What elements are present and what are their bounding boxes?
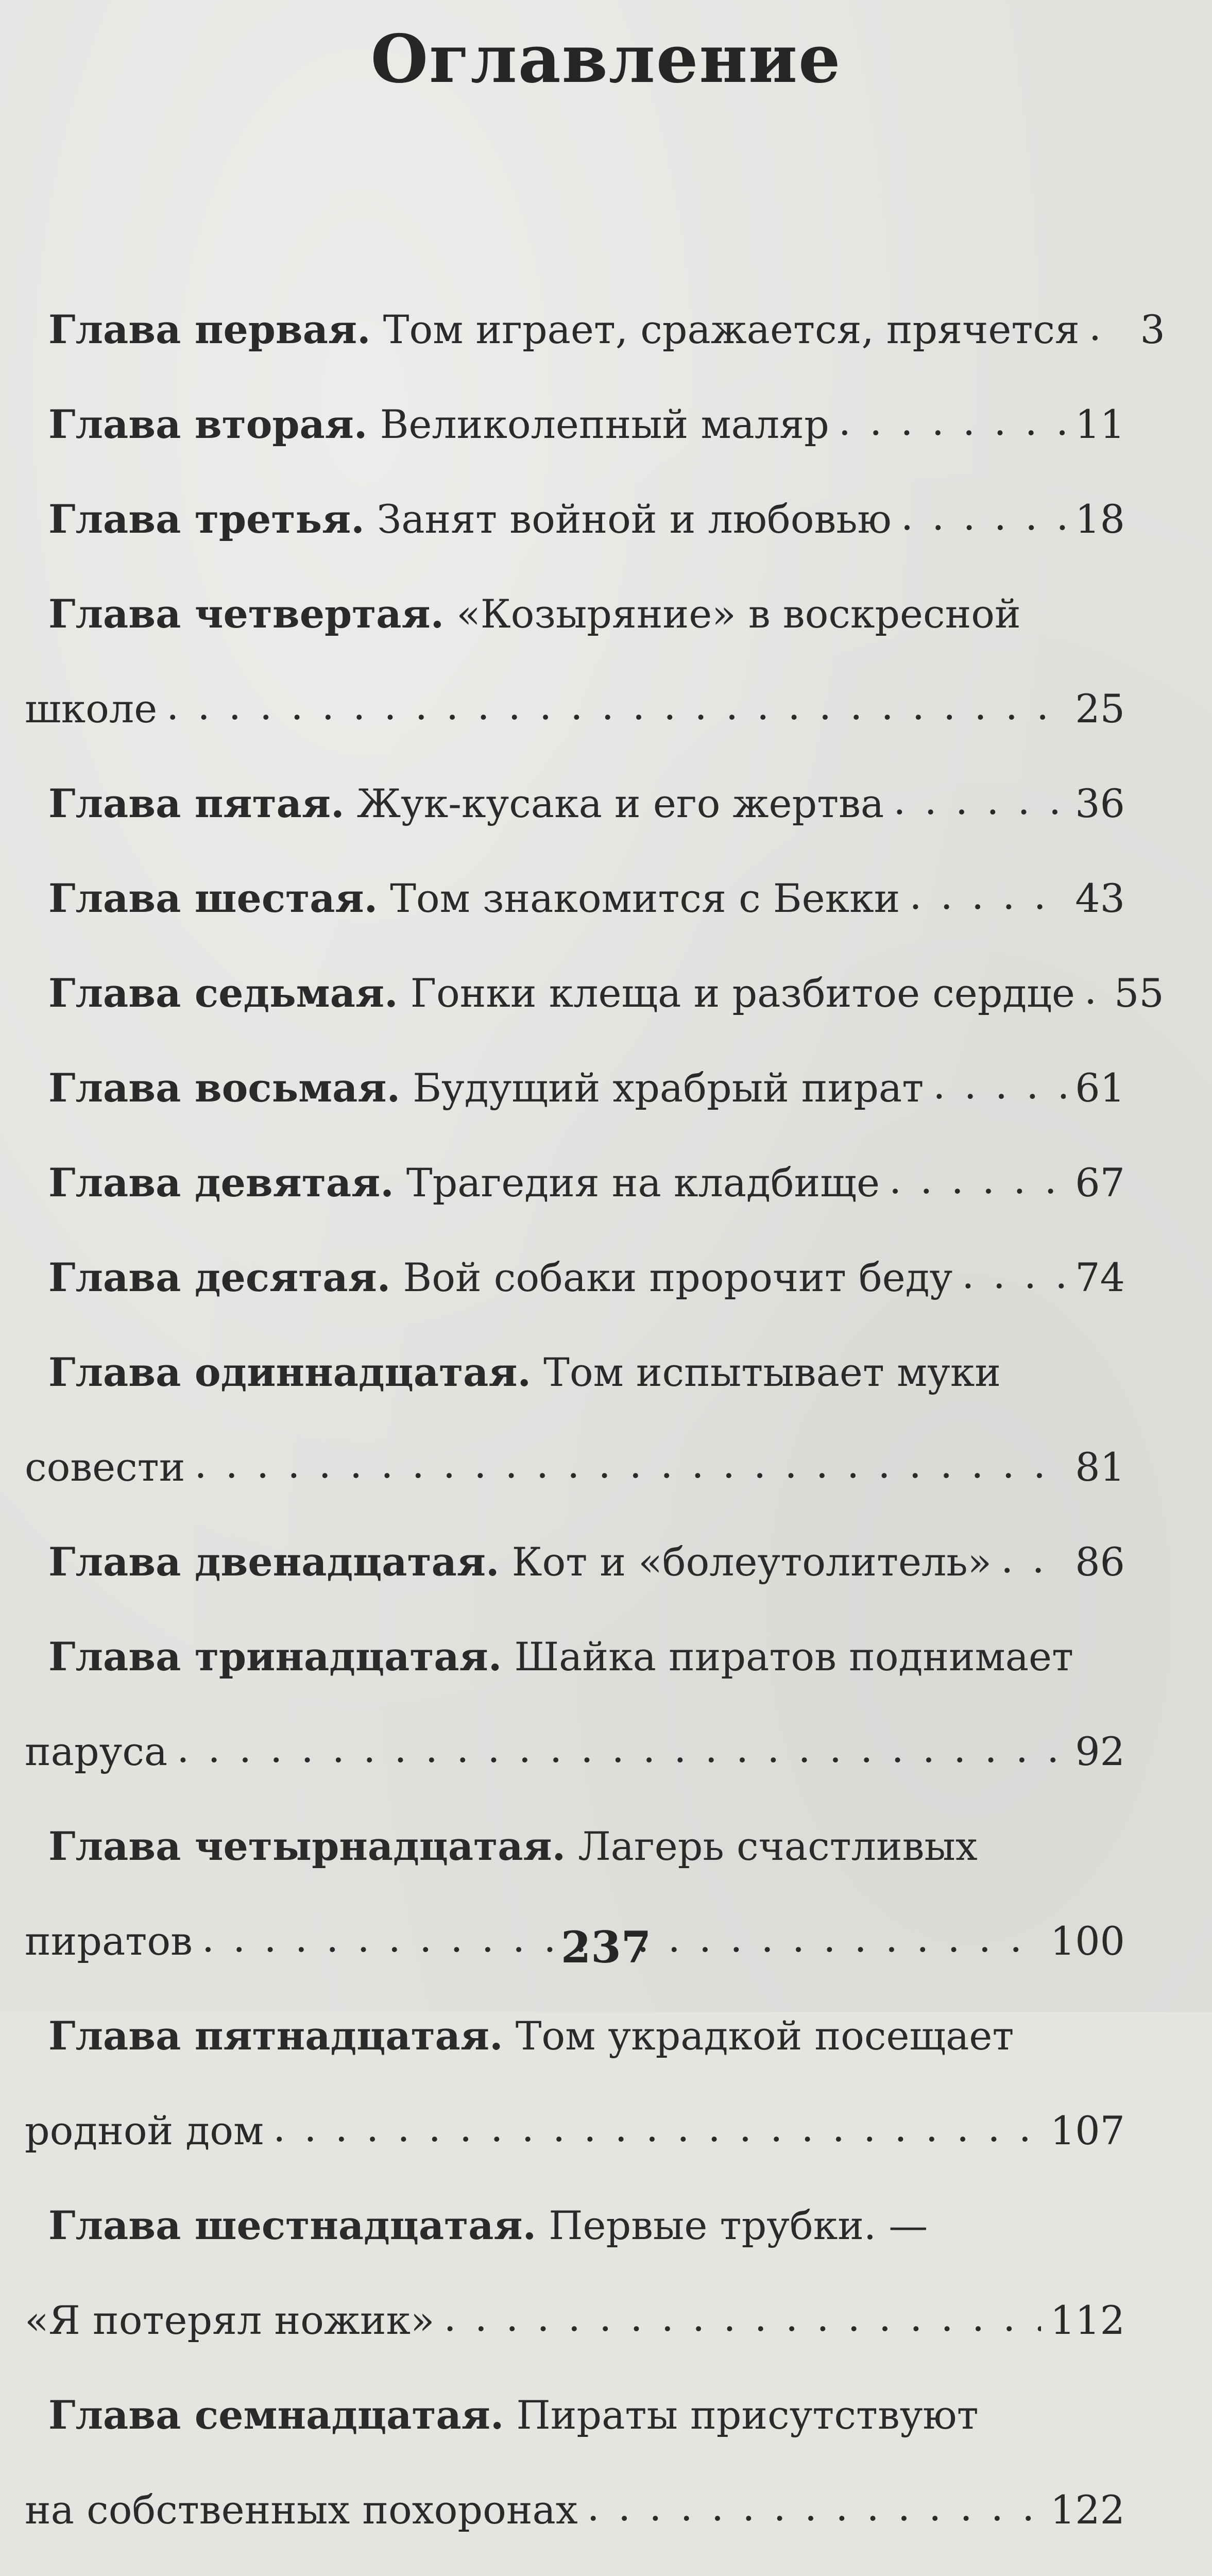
toc-entry: [25, 268, 1165, 363]
toc-entry-text: [48, 781, 884, 826]
toc-entry-text: [25, 2108, 264, 2154]
toc-entry: [25, 2353, 1125, 2448]
toc-entry: [25, 1311, 1125, 1405]
toc-entry-continuation: [25, 2259, 1125, 2353]
toc-entry: [25, 837, 1125, 931]
toc-page-number: 3: [1140, 307, 1165, 352]
toc-entry-text: [48, 307, 1080, 352]
chapter-title: Том знакомится с Бекки: [378, 875, 900, 921]
chapter-heading: Глава двенадцатая.: [48, 1539, 500, 1585]
toc-page-number: 86: [1075, 1539, 1125, 1585]
dot-leader: [443, 2298, 1040, 2337]
dot-leader: [909, 876, 1066, 915]
chapter-heading: Глава первая.: [48, 307, 371, 352]
toc-entry-text: [48, 875, 900, 921]
toc-entry-continuation: [25, 1405, 1125, 1500]
toc-page-number: 67: [1075, 1160, 1125, 1206]
chapter-heading: Глава одиннадцатая.: [48, 1349, 532, 1395]
toc-entry: [25, 1121, 1125, 1216]
toc-entry-text: [25, 686, 158, 732]
toc-page-number: 122: [1050, 2487, 1125, 2533]
chapter-title: на собственных похоронах: [25, 2487, 578, 2533]
toc-entry: [25, 742, 1125, 837]
chapter-heading: Глава пятая.: [48, 781, 345, 826]
toc-page-number: 112: [1050, 2297, 1125, 2343]
chapter-heading: Глава шестнадцатая.: [48, 2202, 537, 2248]
dot-leader: [273, 2108, 1041, 2147]
toc-entry: [25, 1216, 1125, 1311]
chapter-heading: Глава третья.: [48, 496, 365, 542]
toc-entry-text: [48, 401, 829, 447]
toc-entry: [25, 1026, 1125, 1121]
page-title: Оглавление: [370, 21, 842, 98]
chapter-title: Великолепный маляр: [367, 401, 829, 447]
toc-entry-continuation: [25, 2448, 1125, 2543]
page-number: 237: [560, 1922, 652, 1973]
toc-page-number: 18: [1075, 496, 1125, 542]
toc-entry-continuation: [25, 2069, 1125, 2164]
chapter-heading: Глава семнадцатая.: [48, 2392, 504, 2438]
chapter-title: «Я потерял ножик»: [25, 2297, 435, 2343]
chapter-title: Лагерь счастливых: [566, 1823, 978, 1869]
dot-leader: [166, 686, 1066, 725]
toc-entry-text: [48, 591, 1021, 637]
chapter-heading: Глава четвертая.: [48, 591, 445, 637]
toc-entry: [25, 2164, 1125, 2259]
toc-page-number: 107: [1050, 2108, 1125, 2154]
toc-entry-text: [48, 1823, 978, 1869]
toc-entry: [25, 363, 1125, 457]
toc-entry-text: [48, 970, 1076, 1016]
toc-entry-text: [48, 2013, 1014, 2059]
toc-entry: [25, 457, 1125, 552]
toc-page-number: 74: [1075, 1255, 1125, 1300]
toc-page-number: 61: [1075, 1065, 1125, 1111]
chapter-title: Пираты присутствуют: [504, 2392, 979, 2438]
chapter-heading: Глава восьмая.: [48, 1065, 401, 1111]
chapter-heading: Глава шестая.: [48, 875, 378, 921]
toc-page-number: 25: [1075, 686, 1125, 732]
dot-leader: [1001, 1539, 1066, 1579]
chapter-title: паруса: [25, 1728, 168, 1774]
chapter-title: Будущий храбрый пират: [400, 1065, 924, 1111]
toc-page-number: 11: [1075, 401, 1125, 447]
chapter-heading: Глава тринадцатая.: [48, 1634, 502, 1680]
toc-entry-text: [48, 1160, 880, 1206]
dot-leader: [194, 1445, 1066, 1484]
chapter-title: «Козыряние» в воскресной: [444, 591, 1021, 637]
chapter-title: пиратов: [25, 1918, 193, 1964]
toc-entry-text: [25, 2297, 435, 2343]
toc-entry-text: [48, 496, 892, 542]
toc-entry: [25, 552, 1125, 647]
toc-entry-text: [25, 1444, 185, 1490]
toc-page-number: 92: [1075, 1728, 1125, 1774]
dot-leader: [962, 1255, 1066, 1294]
chapter-heading: Глава седьмая.: [48, 970, 398, 1016]
dot-leader: [587, 2487, 1041, 2527]
toc-entry: [25, 1785, 1125, 1879]
toc-page-number: 100: [1050, 1918, 1125, 1964]
toc-entry-continuation: [25, 1690, 1125, 1785]
chapter-title: Том играет, сражается, прячется: [370, 307, 1080, 352]
toc-entry-text: [48, 1349, 1001, 1395]
chapter-heading: Глава десятая.: [48, 1255, 391, 1300]
toc-entry-text: [48, 1065, 924, 1111]
chapter-title: Том украдкой посещает: [503, 2013, 1014, 2059]
chapter-title: Занят войной и любовью: [364, 496, 892, 542]
chapter-title: совести: [25, 1444, 185, 1490]
toc-entry-text: [48, 1539, 992, 1585]
chapter-heading: Глава вторая.: [48, 401, 368, 447]
dot-leader: [839, 402, 1066, 441]
dot-leader: [933, 1065, 1066, 1105]
chapter-heading: Глава девятая.: [48, 1160, 394, 1206]
dot-leader: [901, 497, 1066, 536]
chapter-title: Жук-кусака и его жертва: [344, 781, 884, 826]
toc-entry: [25, 2543, 1125, 2576]
toc-page-number: 43: [1075, 875, 1125, 921]
dot-leader: [893, 781, 1066, 820]
dot-leader: [1089, 307, 1109, 346]
toc-entry: [25, 1595, 1125, 1690]
chapter-heading: Глава четырнадцатая.: [48, 1823, 566, 1869]
toc-entry-text: [25, 2487, 578, 2533]
chapter-title: Гонки клеща и разбитое сердце: [398, 970, 1076, 1016]
dot-leader: [889, 1160, 1066, 1199]
toc-entry-text: [48, 2202, 928, 2248]
toc-entry: [25, 1974, 1125, 2069]
table-of-contents: [25, 268, 1165, 2576]
dot-leader: [1084, 971, 1105, 1010]
toc-page-number: 36: [1075, 781, 1125, 826]
chapter-title: школе: [25, 686, 158, 732]
dot-leader: [177, 1729, 1066, 1768]
toc-entry: [25, 1500, 1125, 1595]
chapter-title: Вой собаки пророчит беду: [390, 1255, 953, 1300]
chapter-title: Первые трубки. —: [536, 2202, 928, 2248]
toc-entry-continuation: [25, 647, 1125, 742]
chapter-title: Трагедия на кладбище: [394, 1160, 880, 1206]
toc-entry-text: [48, 1634, 1074, 1680]
toc-entry-text: [25, 1728, 168, 1774]
toc-entry: [25, 931, 1164, 1026]
toc-entry-text: [48, 1255, 953, 1300]
chapter-title: родной дом: [25, 2108, 264, 2154]
chapter-title: Шайка пиратов поднимает: [502, 1634, 1074, 1680]
toc-page-number: 55: [1114, 970, 1164, 1016]
chapter-heading: Глава пятнадцатая.: [48, 2013, 503, 2059]
toc-page-number: 81: [1075, 1444, 1125, 1490]
chapter-title: Кот и «болеутолитель»: [499, 1539, 992, 1585]
chapter-title: Том испытывает муки: [531, 1349, 1001, 1395]
toc-entry-text: [48, 2392, 979, 2438]
